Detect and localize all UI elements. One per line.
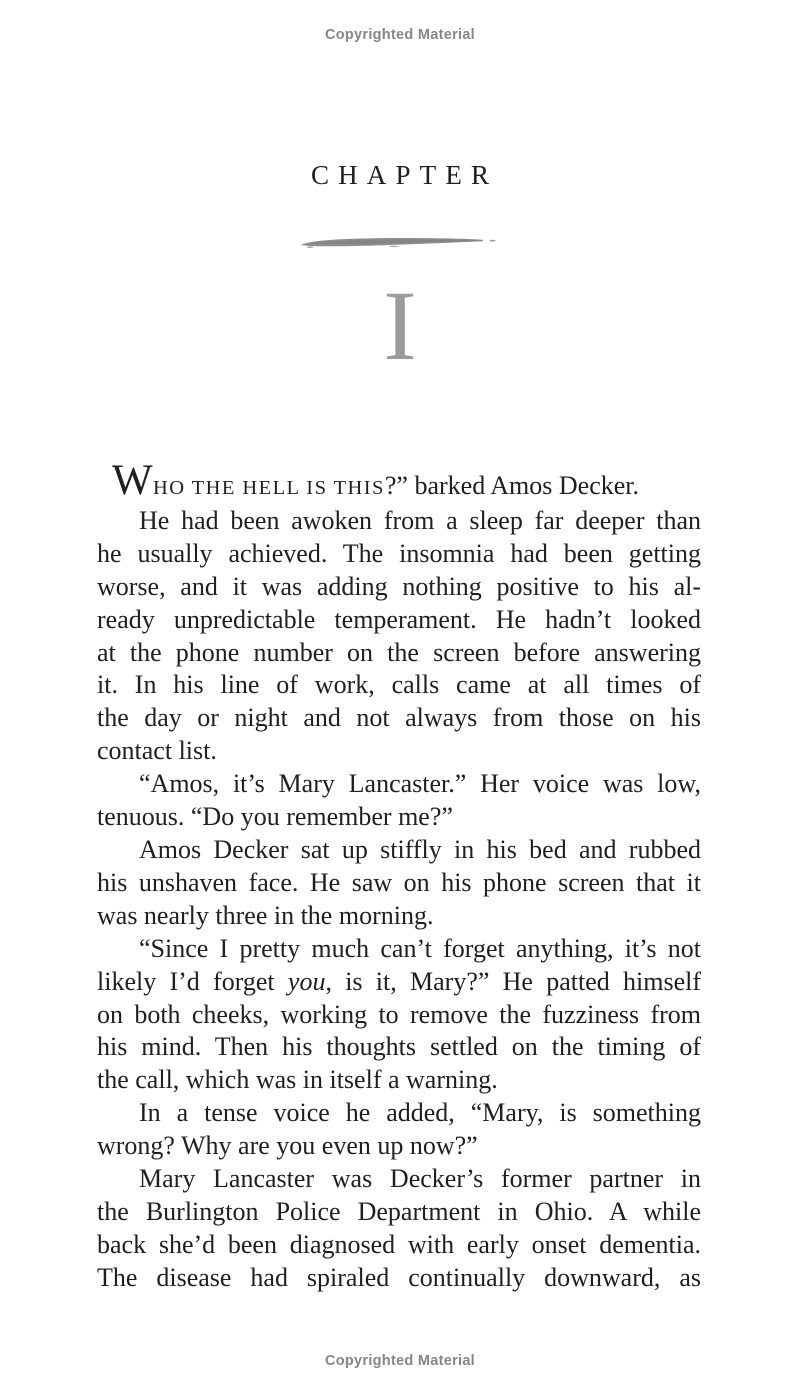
chapter-heading: CHAPTER: [310, 160, 499, 190]
text-segment: the Burlington Police Department in Ohio. A while: [97, 1196, 701, 1226]
text-segment: worse, and it was adding nothing positive to his al-: [97, 571, 701, 601]
text-segment: was nearly three in the morning.: [97, 900, 434, 930]
text-line: [97, 834, 701, 867]
text-segment: In a tense voice he added, “Mary, is something: [139, 1098, 701, 1128]
brushstroke-rule-icon: [298, 233, 502, 253]
text-line: [97, 801, 701, 834]
text-line: [97, 702, 701, 735]
text-segment: Amos Decker sat up stiffly in his bed and rubbed: [139, 834, 701, 864]
text-segment: the day or night and not always from those on his: [97, 703, 701, 733]
text-segment: likely I’d forget: [97, 966, 288, 996]
text-line: [97, 571, 701, 604]
text-segment: , is it, Mary?” He patted himself: [325, 966, 701, 996]
text-line: [97, 1262, 701, 1295]
drop-cap: W: [112, 457, 154, 504]
text-segment: Mary Lancaster was Decker’s former partner in: [139, 1164, 701, 1194]
text-segment: The disease had spiraled continually downward, as: [97, 1262, 701, 1292]
paragraph: [97, 457, 701, 505]
text-line: [97, 867, 701, 900]
text-segment: He had been awoken from a sleep far deeper than: [139, 505, 701, 535]
text-line: [97, 604, 701, 637]
text-segment: ready unpredictable temperament. He hadn’t looked: [97, 604, 701, 634]
text-line: [97, 933, 701, 966]
text-segment: on both cheeks, working to remove the fuzziness from: [97, 999, 701, 1029]
text-line: [97, 1031, 701, 1064]
chapter-number: I: [383, 270, 417, 381]
text-line: [97, 538, 701, 571]
text-segment: his mind. Then his thoughts settled on the timing of: [97, 1032, 701, 1062]
text-segment: “Amos, it’s Mary Lancaster.” Her voice was low,: [139, 769, 701, 799]
paragraph: [97, 768, 701, 834]
text-line: [97, 999, 701, 1032]
text-line: [97, 900, 701, 933]
text-segment: wrong? Why are you even up now?”: [97, 1131, 478, 1161]
text-segment: it. In his line of work, calls came at all times of: [97, 670, 701, 700]
text-segment: at the phone number on the screen before answering: [97, 637, 701, 667]
copyright-notice-top: Copyrighted Material: [324, 27, 475, 43]
text-segment-italic: you: [287, 966, 326, 996]
paragraph: [97, 834, 701, 933]
text-line: [97, 1229, 701, 1262]
text-segment: “Since I pretty much can’t forget anything, it’s not: [139, 933, 701, 963]
text-line: [97, 1130, 701, 1163]
text-segment-smallcaps: HO THE HELL IS THIS: [153, 477, 385, 499]
text-segment: ?” barked Amos Decker.: [384, 471, 640, 500]
text-line: [97, 457, 701, 505]
copyright-notice-bottom: Copyrighted Material: [324, 1353, 475, 1369]
text-line: [97, 966, 701, 999]
text-line: [97, 505, 701, 538]
text-line: [97, 768, 701, 801]
text-line: [97, 1097, 701, 1130]
body-text: [97, 457, 701, 1295]
text-segment: he usually achieved. The insomnia had been getting: [97, 538, 701, 568]
text-segment: contact list.: [97, 736, 217, 766]
text-segment: tenuous. “Do you remember me?”: [97, 802, 453, 832]
text-line: [97, 735, 701, 768]
paragraph: [97, 933, 701, 1098]
text-segment: his unshaven face. He saw on his phone screen that it: [97, 867, 701, 897]
text-line: [97, 1163, 701, 1196]
text-segment: the call, which was in itself a warning.: [97, 1065, 498, 1095]
paragraph: [97, 1097, 701, 1163]
text-line: [97, 669, 701, 702]
text-line: [97, 1064, 701, 1097]
text-segment: back she’d been diagnosed with early onset dementia.: [97, 1229, 701, 1259]
text-line: [97, 1196, 701, 1229]
paragraph: [97, 505, 701, 768]
paragraph: [97, 1163, 701, 1295]
text-line: [97, 637, 701, 670]
